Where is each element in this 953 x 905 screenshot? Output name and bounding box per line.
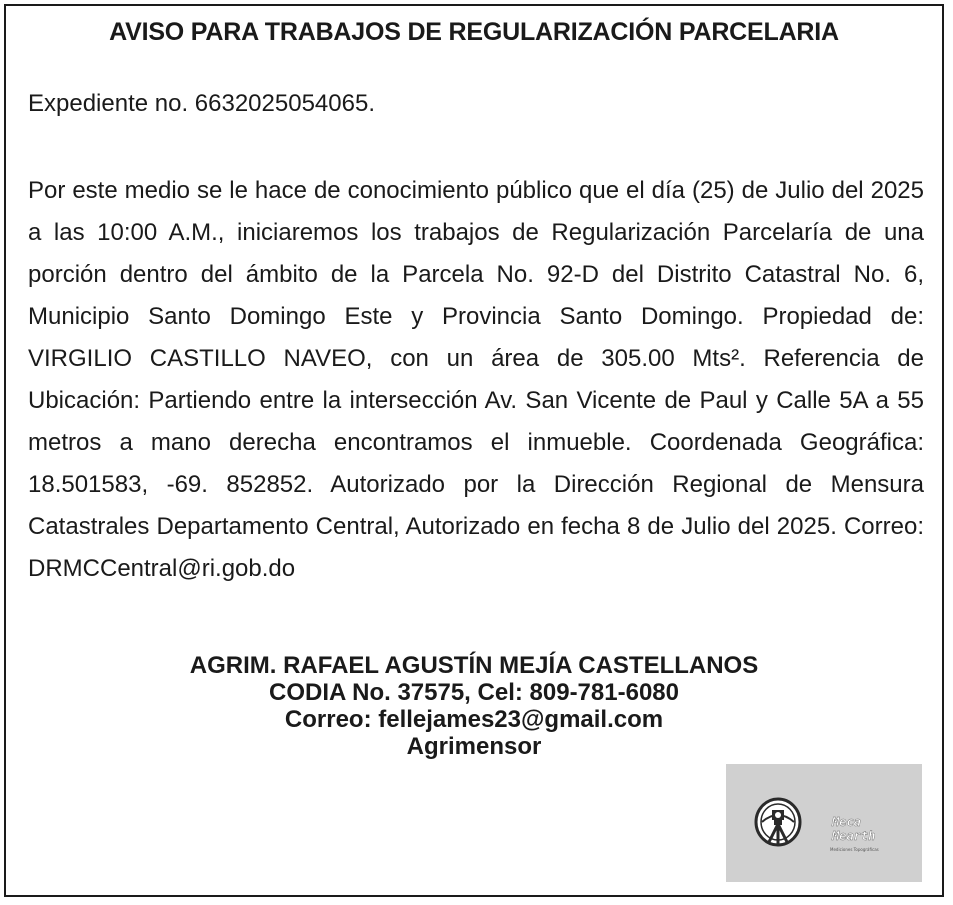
logo-line-1: Meca — [832, 815, 861, 829]
notice-body: Por este medio se le hace de conocimiento público que el día (25) de Julio del 2025 a las 10:00 A.M., iniciaremos los trabajos de Regularización Parcelaría de una porción dentro del ámbito de la Parcela No. 92-D del Distrito Catastral No. 6, Municipio Santo Domingo Este y Provincia Santo Domingo. Propiedad de: VIRGILIO CASTILLO NAVEO, con un área de 305.00 Mts². Referencia de Ubicación: Partiendo entre la intersección Av. San Vicente de Paul y Calle 5A a 55 metros a mano derecha encontramos el inmueble. Coordenada Geográfica: 18.501583, -69. 852852. Autorizado por la Dirección Regional de Mensura Catastrales Departamento Central, Autorizado en fecha 8 de Julio del 2025. Correo: DRMCCentral@ri.gob.do — [28, 177, 924, 582]
surveyor-role: Agrimensor — [406, 733, 542, 760]
company-logo — [726, 764, 922, 882]
notice-box — [4, 4, 944, 897]
logo-tagline: Mediciones Topográficas — [830, 847, 879, 852]
notice-title: AVISO PARA TRABAJOS DE REGULARIZACIÓN PARCELARIA — [109, 18, 839, 46]
surveyor-email: Correo: fellejames23@gmail.com — [284, 706, 664, 733]
logo-graphic — [726, 764, 922, 882]
logo-line-2: Mearth — [832, 829, 876, 843]
surveyor-name: AGRIM. RAFAEL AGUSTÍN MEJÍA CASTELLANOS — [189, 652, 759, 679]
surveyor-tripod-icon — [756, 799, 800, 846]
signature-block — [6, 652, 942, 760]
expediente-number: Expediente no. 6632025054065. — [28, 90, 375, 117]
codia-phone: CODIA No. 37575, Cel: 809-781-6080 — [269, 679, 679, 706]
